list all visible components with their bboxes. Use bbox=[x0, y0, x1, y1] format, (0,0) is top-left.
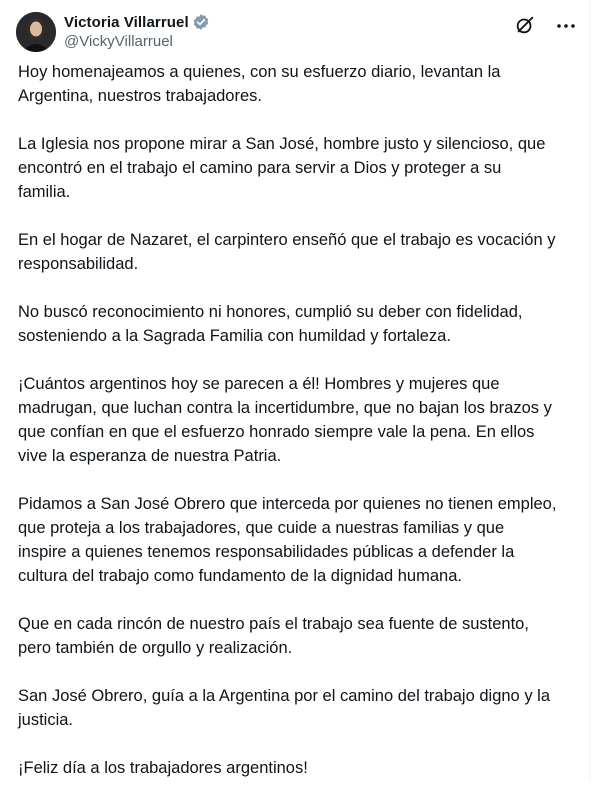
tweet-text bbox=[18, 60, 578, 804]
tweet-paragraph: Hoy homenajeamos a quienes, con su esfuerzo diario, levantan la Argentina, nuestros trabajadores. bbox=[18, 63, 501, 105]
verified-badge-icon bbox=[192, 13, 210, 31]
tweet-paragraph: La Iglesia nos propone mirar a San José, hombre justo y silencioso, que encontró en el trabajo el camino para servir a Dios y proteger a su familia. bbox=[18, 135, 546, 201]
tweet-paragraph: Pidamos a San José Obrero que interceda por quienes no tienen empleo, que proteja a los trabajadores, que cuide a nuestras familias y que inspire a quienes tenemos responsabilidades públicas a defender la cultura del trabajo como fundamento de la dignidad humana. bbox=[18, 495, 557, 585]
avatar-photo-icon bbox=[16, 12, 56, 52]
tweet-paragraph: ¡Feliz día a los trabajadores argentinos! bbox=[18, 759, 308, 777]
name-row bbox=[64, 12, 210, 32]
author-names bbox=[64, 12, 210, 52]
grok-icon[interactable] bbox=[514, 14, 536, 36]
author-handle[interactable]: @VickyVillarruel bbox=[64, 33, 173, 50]
tweet-paragraph: No buscó reconocimiento ni honores, cumplió su deber con fidelidad, sosteniendo a la Sagrada Familia con humildad y fortaleza. bbox=[18, 303, 523, 345]
tweet-paragraph: Que en cada rincón de nuestro país el trabajo sea fuente de sustento, pero también de orgullo y realización. bbox=[18, 615, 529, 657]
tweet-paragraph: ¡Cuántos argentinos hoy se parecen a él! Hombres y mujeres que madrugan, que luchan contra la incertidumbre, que no bajan los brazos y que confían en que el esfuerzo honrado siempre vale la pena. En ellos vive la esperanza de nuestra Patria. bbox=[18, 375, 552, 465]
avatar[interactable] bbox=[16, 12, 56, 52]
tweet-paragraph: San José Obrero, guía a la Argentina por el camino del trabajo digno y la justicia. bbox=[18, 687, 550, 729]
tweet-header bbox=[16, 10, 582, 54]
tweet-paragraph: En el hogar de Nazaret, el carpintero enseñó que el trabajo es vocación y responsabilidad. bbox=[18, 231, 556, 273]
author-display-name[interactable]: Victoria Villarruel bbox=[64, 13, 189, 31]
more-options-icon[interactable] bbox=[554, 14, 578, 38]
